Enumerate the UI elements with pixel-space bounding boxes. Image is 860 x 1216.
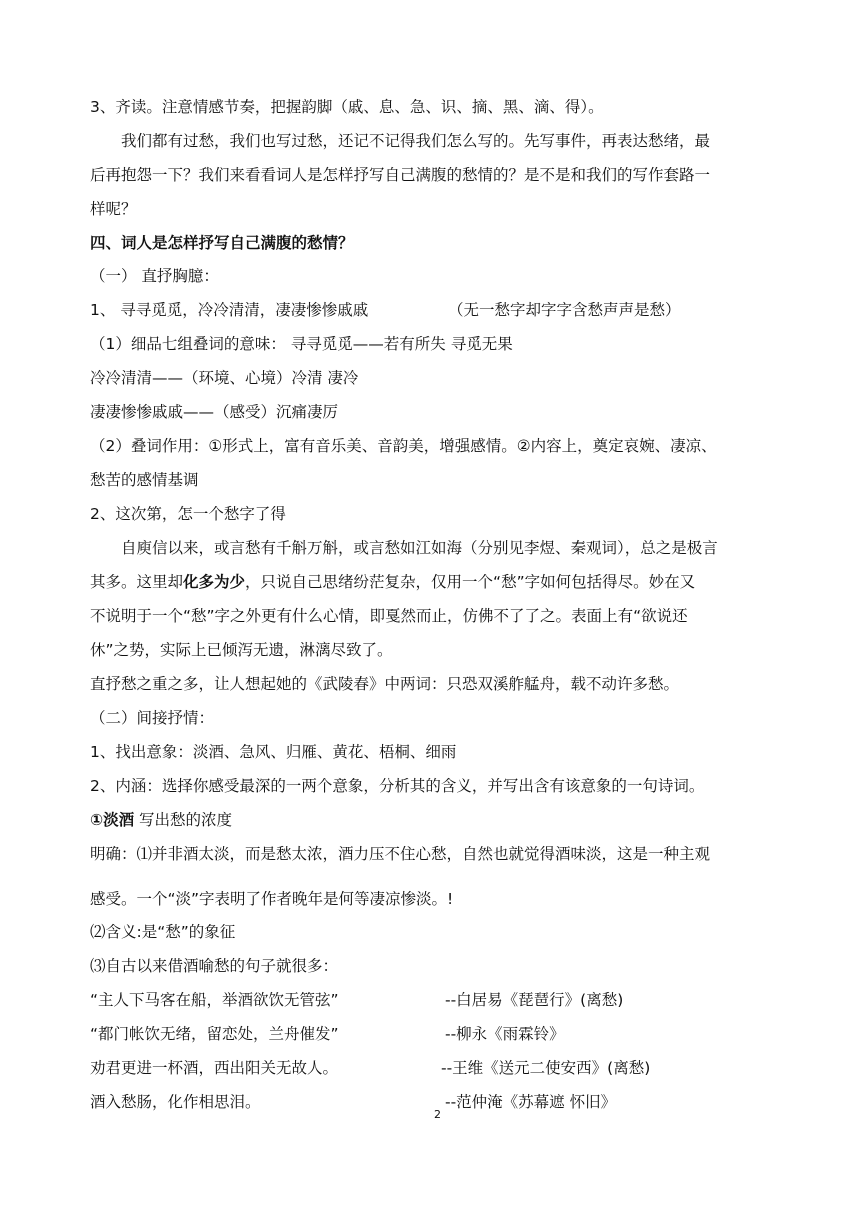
- item-line: 2、内涵：选择你感受最深的一两个意象，分析其的含义，并写出含有该意象的一句诗词。: [90, 777, 705, 795]
- analysis-line: 凄凄惨惨戚戚——（感受）沉痛凄厉: [90, 403, 339, 421]
- item-1-line: [90, 300, 368, 320]
- answer-line: 明确：⑴并非酒太淡，而是愁太浓，酒力压不住心愁，自然也就觉得酒味淡，这是一种主观: [90, 845, 711, 863]
- analysis-line: （1）细品七组叠词的意味： 寻寻觅觅——若有所失 寻觅无果: [90, 335, 513, 353]
- image-heading-note: 写出愁的浓度: [134, 811, 233, 829]
- paragraph-line: 自庾信以来，或言愁有千斛万斛，或言愁如江如海（分别见李煜、秦观词），总之是极言: [121, 539, 718, 557]
- quote-source: --范仲淹《苏幕遮 怀旧》: [445, 1093, 617, 1111]
- answer-line: 感受。一个“淡”字表明了作者晚年是何等凄凉惨淡。!: [90, 890, 454, 908]
- paragraph-line: 直抒愁之重之多，让人想起她的《武陵春》中两词：只恐双溪舴艋舟，载不动许多愁。: [90, 675, 680, 693]
- page-number: 2: [434, 1108, 441, 1121]
- quote-line: “都门帐饮无绪，留恋处，兰舟催发”: [90, 1025, 339, 1043]
- subsection-heading: （一） 直抒胸臆：: [90, 267, 219, 285]
- item-1-note: （无一愁字却字字含愁声声是愁）: [448, 301, 681, 319]
- paragraph-line: [90, 572, 695, 592]
- paragraph-line: 我们都有过愁，我们也写过愁，还记不记得我们怎么写的。先写事件，再表达愁绪，最: [121, 132, 711, 150]
- emphasis-text: 化多为少: [183, 573, 246, 591]
- text-run: 其多。这里却: [90, 573, 184, 591]
- paragraph-line: 样呢？: [90, 200, 137, 218]
- image-heading: ①淡酒: [90, 811, 135, 829]
- quote-source: --柳永《雨霖铃》: [445, 1025, 565, 1043]
- analysis-line: （2）叠词作用：①形式上，富有音乐美、音韵美，增强感情。②内容上，奠定哀婉、凄凉、: [90, 437, 717, 455]
- item-1-text: 1、 寻寻觅觅，冷冷清清，凄凄惨惨戚戚: [90, 301, 369, 319]
- analysis-line: 冷冷清清——（环境、心境）冷清 凄冷: [90, 369, 359, 387]
- image-heading-line: [90, 810, 232, 830]
- quote-source: --白居易《琵琶行》(离愁): [445, 991, 624, 1009]
- subsection-heading: （二）间接抒情：: [90, 709, 215, 727]
- quote-line: “主人下马客在船，举酒欲饮无管弦”: [90, 991, 339, 1009]
- section-heading: 四、词人是怎样抒写自己满腹的愁情？: [90, 234, 354, 252]
- step-3-line: 3、齐读。注意情感节奏，把握韵脚（戚、息、急、识、摘、黑、滴、得）。: [90, 98, 604, 116]
- text-run: ，只说自己思绪纷茫复杂，仅用一个“愁”字如何包括得尽。妙在又: [245, 573, 696, 591]
- quote-source: --王维《送元二使安西》(离愁): [441, 1059, 651, 1077]
- item-line: 1、找出意象：淡酒、急风、归雁、黄花、梧桐、细雨: [90, 743, 457, 761]
- answer-line: ⑵含义:是“愁”的象征: [90, 923, 236, 941]
- analysis-line: 愁苦的感情基调: [90, 471, 199, 489]
- answer-line: ⑶自古以来借酒喻愁的句子就很多：: [90, 957, 339, 975]
- paragraph-line: 后再抱怨一下？我们来看看词人是怎样抒写自己满腹的愁情的？是不是和我们的写作套路一: [90, 166, 711, 184]
- quote-line: 劝君更进一杯酒，西出阳关无故人。: [90, 1059, 339, 1077]
- item-2-line: 2、这次第，怎一个愁字了得: [90, 505, 286, 523]
- paragraph-line: 休”之势，实际上已倾泻无遗，淋漓尽致了。: [90, 641, 393, 659]
- paragraph-line: 不说明于一个“愁”字之外更有什么心情，即戛然而止，仿佛不了了之。表面上有“欲说还: [90, 607, 688, 625]
- quote-line: 酒入愁肠，化作相思泪。: [90, 1093, 261, 1111]
